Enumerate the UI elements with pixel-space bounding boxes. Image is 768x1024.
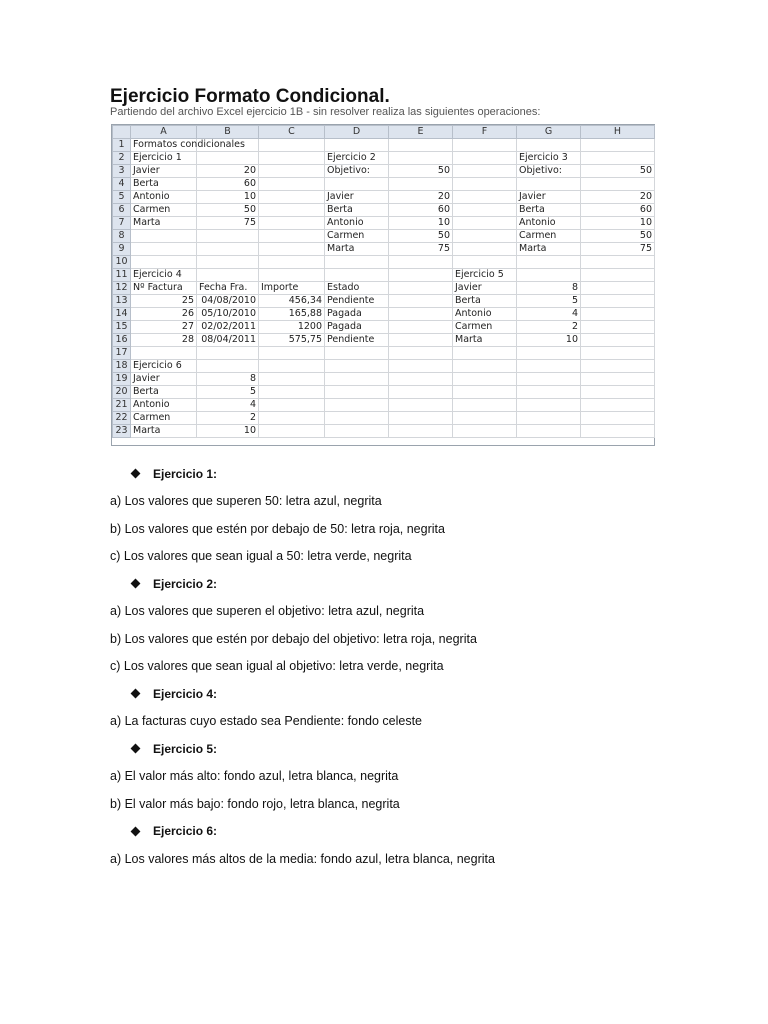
section-heading bbox=[110, 735, 710, 763]
sheet-cell bbox=[389, 256, 453, 269]
sheet-row bbox=[113, 178, 655, 191]
sheet-cell bbox=[581, 269, 655, 282]
sheet-row bbox=[113, 256, 655, 269]
sheet-row bbox=[113, 347, 655, 360]
column-header-row bbox=[113, 126, 655, 139]
sheet-cell: 10 bbox=[517, 334, 581, 347]
instruction-item: b) Los valores que estén por debajo del objetivo: letra roja, negrita bbox=[110, 631, 477, 646]
document-title: Ejercicio Formato Condicional. bbox=[110, 86, 390, 107]
row-header: 3 bbox=[113, 165, 131, 178]
sheet-cell bbox=[259, 360, 325, 373]
sheet-cell: Fecha Fra. bbox=[197, 282, 259, 295]
sheet-row bbox=[113, 191, 655, 204]
sheet-cell: Importe bbox=[259, 282, 325, 295]
sheet-cell bbox=[131, 256, 197, 269]
sheet-cell: 2 bbox=[197, 412, 259, 425]
sheet-cell bbox=[259, 217, 325, 230]
row-header: 4 bbox=[113, 178, 131, 191]
row-header: 17 bbox=[113, 347, 131, 360]
sheet-cell bbox=[453, 347, 517, 360]
sheet-row bbox=[113, 230, 655, 243]
sheet-cell bbox=[453, 373, 517, 386]
row-header: 10 bbox=[113, 256, 131, 269]
sheet-cell: 20 bbox=[581, 191, 655, 204]
sheet-cell bbox=[259, 373, 325, 386]
sheet-cell bbox=[517, 399, 581, 412]
sheet-cell: 75 bbox=[389, 243, 453, 256]
sheet-cell bbox=[197, 230, 259, 243]
sheet-cell: 8 bbox=[197, 373, 259, 386]
sheet-cell bbox=[517, 425, 581, 438]
sheet-cell: Marta bbox=[131, 425, 197, 438]
sheet-cell bbox=[389, 282, 453, 295]
sheet-cell bbox=[581, 308, 655, 321]
row-header: 6 bbox=[113, 204, 131, 217]
sheet-cell bbox=[581, 347, 655, 360]
instruction-item: c) Los valores que sean igual al objetivo: letra verde, negrita bbox=[110, 659, 444, 674]
sheet-cell bbox=[581, 399, 655, 412]
sheet-cell: 2 bbox=[517, 321, 581, 334]
sheet-cell bbox=[197, 256, 259, 269]
row-header: 9 bbox=[113, 243, 131, 256]
sheet-cell: 60 bbox=[389, 204, 453, 217]
spreadsheet-table bbox=[112, 125, 655, 438]
sheet-cell bbox=[581, 334, 655, 347]
sheet-cell bbox=[131, 243, 197, 256]
sheet-row bbox=[113, 204, 655, 217]
sheet-cell bbox=[581, 295, 655, 308]
instructions bbox=[110, 460, 710, 873]
sheet-cell: 04/08/2010 bbox=[197, 295, 259, 308]
section-heading-text: Ejercicio 4: bbox=[153, 686, 218, 701]
sheet-cell: 27 bbox=[131, 321, 197, 334]
row-header: 18 bbox=[113, 360, 131, 373]
sheet-cell bbox=[325, 373, 389, 386]
sheet-cell: Carmen bbox=[131, 412, 197, 425]
section-heading bbox=[110, 818, 710, 846]
sheet-cell bbox=[197, 152, 259, 165]
sheet-cell bbox=[325, 399, 389, 412]
sheet-cell bbox=[453, 412, 517, 425]
row-header: 5 bbox=[113, 191, 131, 204]
sheet-cell bbox=[389, 178, 453, 191]
column-header: E bbox=[389, 126, 453, 139]
row-header: 23 bbox=[113, 425, 131, 438]
sheet-cell bbox=[581, 412, 655, 425]
sheet-row bbox=[113, 386, 655, 399]
sheet-cell bbox=[325, 386, 389, 399]
sheet-cell bbox=[453, 243, 517, 256]
sheet-cell bbox=[453, 191, 517, 204]
sheet-cell: 50 bbox=[389, 165, 453, 178]
sheet-cell: 50 bbox=[581, 230, 655, 243]
sheet-cell bbox=[581, 139, 655, 152]
sheet-row bbox=[113, 308, 655, 321]
sheet-cell: Pendiente bbox=[325, 295, 389, 308]
sheet-cell: 50 bbox=[389, 230, 453, 243]
sheet-cell bbox=[389, 347, 453, 360]
sheet-cell: 05/10/2010 bbox=[197, 308, 259, 321]
sheet-cell bbox=[325, 412, 389, 425]
sheet-cell bbox=[197, 347, 259, 360]
row-header: 8 bbox=[113, 230, 131, 243]
sheet-cell: 60 bbox=[197, 178, 259, 191]
sheet-cell bbox=[197, 269, 259, 282]
sheet-cell bbox=[259, 412, 325, 425]
sheet-cell bbox=[453, 360, 517, 373]
section-heading-text: Ejercicio 5: bbox=[153, 741, 218, 756]
sheet-cell: 10 bbox=[197, 425, 259, 438]
sheet-cell: Pagada bbox=[325, 321, 389, 334]
sheet-row bbox=[113, 360, 655, 373]
sheet-cell bbox=[259, 139, 325, 152]
row-header: 16 bbox=[113, 334, 131, 347]
sheet-cell: 20 bbox=[197, 165, 259, 178]
spreadsheet-image bbox=[111, 124, 655, 446]
sheet-cell bbox=[581, 373, 655, 386]
sheet-cell bbox=[453, 139, 517, 152]
section-heading bbox=[110, 570, 710, 598]
sheet-cell: Javier bbox=[131, 373, 197, 386]
sheet-cell: Pagada bbox=[325, 308, 389, 321]
row-header: 14 bbox=[113, 308, 131, 321]
sheet-cell bbox=[325, 360, 389, 373]
sheet-cell bbox=[259, 269, 325, 282]
sheet-cell: Carmen bbox=[325, 230, 389, 243]
row-header: 19 bbox=[113, 373, 131, 386]
sheet-cell: 10 bbox=[389, 217, 453, 230]
diamond-bullet-icon bbox=[131, 579, 141, 589]
instruction-item: b) Los valores que estén por debajo de 50: letra roja, negrita bbox=[110, 521, 445, 536]
sheet-cell bbox=[581, 152, 655, 165]
sheet-cell bbox=[453, 386, 517, 399]
sheet-body bbox=[113, 139, 655, 438]
sheet-cell bbox=[389, 360, 453, 373]
sheet-row bbox=[113, 282, 655, 295]
sheet-cell bbox=[581, 386, 655, 399]
sheet-cell: Antonio bbox=[325, 217, 389, 230]
sheet-cell: Antonio bbox=[131, 399, 197, 412]
sheet-cell bbox=[389, 139, 453, 152]
sheet-row bbox=[113, 321, 655, 334]
instruction-item: a) La facturas cuyo estado sea Pendiente: fondo celeste bbox=[110, 714, 423, 729]
sheet-cell: Marta bbox=[453, 334, 517, 347]
column-header: F bbox=[453, 126, 517, 139]
sheet-cell: Ejercicio 2 bbox=[325, 152, 389, 165]
sheet-cell bbox=[517, 386, 581, 399]
section-heading-text: Ejercicio 1: bbox=[153, 466, 218, 481]
column-header: H bbox=[581, 126, 655, 139]
sheet-row bbox=[113, 412, 655, 425]
sheet-row bbox=[113, 399, 655, 412]
sheet-cell bbox=[581, 282, 655, 295]
sheet-row bbox=[113, 217, 655, 230]
sheet-cell bbox=[259, 191, 325, 204]
sheet-row bbox=[113, 295, 655, 308]
sheet-cell bbox=[517, 412, 581, 425]
row-header: 12 bbox=[113, 282, 131, 295]
sheet-cell: Ejercicio 5 bbox=[453, 269, 517, 282]
section-heading bbox=[110, 460, 710, 488]
sheet-cell bbox=[453, 178, 517, 191]
diamond-bullet-icon bbox=[131, 744, 141, 754]
sheet-cell: Objetivo: bbox=[325, 165, 389, 178]
sheet-cell: Berta bbox=[325, 204, 389, 217]
sheet-cell: Carmen bbox=[453, 321, 517, 334]
sheet-cell: 26 bbox=[131, 308, 197, 321]
sheet-cell: Pendiente bbox=[325, 334, 389, 347]
sheet-row bbox=[113, 334, 655, 347]
sheet-cell: Antonio bbox=[517, 217, 581, 230]
column-header bbox=[113, 126, 131, 139]
sheet-cell: Javier bbox=[453, 282, 517, 295]
sheet-cell bbox=[259, 165, 325, 178]
column-header: G bbox=[517, 126, 581, 139]
sheet-cell: 25 bbox=[131, 295, 197, 308]
row-header: 7 bbox=[113, 217, 131, 230]
sheet-cell bbox=[131, 347, 197, 360]
sheet-cell: 575,75 bbox=[259, 334, 325, 347]
section-heading bbox=[110, 680, 710, 708]
sheet-cell bbox=[453, 217, 517, 230]
sheet-row bbox=[113, 425, 655, 438]
sheet-cell bbox=[259, 386, 325, 399]
intro-line bbox=[110, 106, 650, 119]
sheet-cell bbox=[131, 230, 197, 243]
diamond-bullet-icon bbox=[131, 689, 141, 699]
sheet-cell bbox=[197, 243, 259, 256]
sheet-cell: 4 bbox=[197, 399, 259, 412]
sheet-cell bbox=[389, 412, 453, 425]
sheet-cell: Marta bbox=[325, 243, 389, 256]
sheet-cell: 4 bbox=[517, 308, 581, 321]
column-header: D bbox=[325, 126, 389, 139]
sheet-cell bbox=[259, 243, 325, 256]
sheet-cell bbox=[325, 425, 389, 438]
sheet-cell bbox=[389, 399, 453, 412]
sheet-cell bbox=[259, 178, 325, 191]
sheet-cell: Formatos condicionales bbox=[131, 139, 197, 152]
sheet-cell bbox=[453, 204, 517, 217]
instruction-item: c) Los valores que sean igual a 50: letra verde, negrita bbox=[110, 549, 412, 564]
column-header: A bbox=[131, 126, 197, 139]
sheet-cell: 75 bbox=[197, 217, 259, 230]
sheet-cell: Antonio bbox=[131, 191, 197, 204]
sheet-cell bbox=[259, 256, 325, 269]
sheet-cell bbox=[581, 360, 655, 373]
sheet-cell: Berta bbox=[131, 386, 197, 399]
sheet-cell bbox=[389, 321, 453, 334]
row-header: 22 bbox=[113, 412, 131, 425]
sheet-cell: 456,34 bbox=[259, 295, 325, 308]
sheet-cell: Nº Factura bbox=[131, 282, 197, 295]
sheet-cell bbox=[259, 347, 325, 360]
sheet-cell: 20 bbox=[389, 191, 453, 204]
sheet-cell: Marta bbox=[517, 243, 581, 256]
sheet-cell: Antonio bbox=[453, 308, 517, 321]
sheet-cell: 165,88 bbox=[259, 308, 325, 321]
sheet-cell bbox=[197, 360, 259, 373]
instruction-item: a) Los valores que superen el objetivo: letra azul, negrita bbox=[110, 604, 425, 619]
row-header: 1 bbox=[113, 139, 131, 152]
sheet-cell: Ejercicio 3 bbox=[517, 152, 581, 165]
sheet-cell bbox=[389, 152, 453, 165]
sheet-cell bbox=[581, 256, 655, 269]
row-header: 13 bbox=[113, 295, 131, 308]
sheet-cell bbox=[325, 269, 389, 282]
sheet-cell bbox=[325, 139, 389, 152]
sheet-cell bbox=[581, 178, 655, 191]
sheet-cell bbox=[453, 399, 517, 412]
sheet-cell: 10 bbox=[581, 217, 655, 230]
sheet-cell bbox=[389, 334, 453, 347]
sheet-cell bbox=[389, 373, 453, 386]
sheet-cell bbox=[453, 152, 517, 165]
instruction-item: a) Los valores que superen 50: letra azul, negrita bbox=[110, 494, 382, 509]
sheet-cell bbox=[389, 308, 453, 321]
sheet-cell: 5 bbox=[197, 386, 259, 399]
sheet-cell: 8 bbox=[517, 282, 581, 295]
row-header: 11 bbox=[113, 269, 131, 282]
sheet-cell: 75 bbox=[581, 243, 655, 256]
row-header: 20 bbox=[113, 386, 131, 399]
sheet-cell bbox=[517, 269, 581, 282]
section-heading-text: Ejercicio 6: bbox=[153, 824, 218, 839]
sheet-cell bbox=[581, 425, 655, 438]
instruction-item: a) Los valores más altos de la media: fondo azul, letra blanca, negrita bbox=[110, 851, 495, 866]
sheet-cell bbox=[389, 386, 453, 399]
sheet-cell bbox=[325, 178, 389, 191]
sheet-cell: 50 bbox=[197, 204, 259, 217]
sheet-row bbox=[113, 139, 655, 152]
sheet-cell bbox=[325, 347, 389, 360]
sheet-cell: Ejercicio 6 bbox=[131, 360, 197, 373]
sheet-cell bbox=[389, 295, 453, 308]
sheet-cell bbox=[389, 425, 453, 438]
diamond-bullet-icon bbox=[131, 826, 141, 836]
sheet-cell bbox=[453, 425, 517, 438]
sheet-cell: Berta bbox=[131, 178, 197, 191]
sheet-cell: Berta bbox=[453, 295, 517, 308]
sheet-cell: 08/04/2011 bbox=[197, 334, 259, 347]
sheet-row bbox=[113, 269, 655, 282]
sheet-row bbox=[113, 373, 655, 386]
sheet-cell: 5 bbox=[517, 295, 581, 308]
sheet-cell: Ejercicio 1 bbox=[131, 152, 197, 165]
sheet-row bbox=[113, 165, 655, 178]
sheet-cell bbox=[325, 256, 389, 269]
sheet-cell bbox=[259, 204, 325, 217]
section-heading-text: Ejercicio 2: bbox=[153, 576, 218, 591]
sheet-cell: Ejercicio 4 bbox=[131, 269, 197, 282]
sheet-cell bbox=[453, 256, 517, 269]
column-header: C bbox=[259, 126, 325, 139]
sheet-cell bbox=[259, 425, 325, 438]
sheet-cell bbox=[389, 269, 453, 282]
sheet-cell bbox=[581, 321, 655, 334]
sheet-cell bbox=[517, 347, 581, 360]
instruction-item: a) El valor más alto: fondo azul, letra blanca, negrita bbox=[110, 769, 399, 784]
diamond-bullet-icon bbox=[131, 469, 141, 479]
sheet-cell bbox=[453, 230, 517, 243]
sheet-cell bbox=[259, 152, 325, 165]
sheet-cell: Marta bbox=[131, 217, 197, 230]
instruction-item: b) El valor más bajo: fondo rojo, letra blanca, negrita bbox=[110, 796, 400, 811]
sheet-cell: 02/02/2011 bbox=[197, 321, 259, 334]
sheet-cell: Estado bbox=[325, 282, 389, 295]
sheet-cell: Carmen bbox=[517, 230, 581, 243]
sheet-row bbox=[113, 152, 655, 165]
sheet-cell: 60 bbox=[581, 204, 655, 217]
sheet-cell: Javier bbox=[131, 165, 197, 178]
sheet-cell bbox=[453, 165, 517, 178]
sheet-cell: Javier bbox=[517, 191, 581, 204]
sheet-cell: 10 bbox=[197, 191, 259, 204]
sheet-cell bbox=[517, 360, 581, 373]
sheet-cell bbox=[517, 373, 581, 386]
column-header: B bbox=[197, 126, 259, 139]
sheet-cell: Carmen bbox=[131, 204, 197, 217]
row-header: 2 bbox=[113, 152, 131, 165]
intro-text: Partiendo del archivo Excel ejercicio 1B - sin resolver realiza las siguientes operaciones: bbox=[110, 106, 541, 118]
row-header: 15 bbox=[113, 321, 131, 334]
sheet-cell: Javier bbox=[325, 191, 389, 204]
sheet-cell: Objetivo: bbox=[517, 165, 581, 178]
sheet-cell bbox=[517, 178, 581, 191]
sheet-cell bbox=[517, 139, 581, 152]
sheet-cell bbox=[259, 399, 325, 412]
sheet-cell: 1200 bbox=[259, 321, 325, 334]
sheet-cell bbox=[259, 230, 325, 243]
sheet-row bbox=[113, 243, 655, 256]
sheet-cell: 50 bbox=[581, 165, 655, 178]
sheet-cell: 28 bbox=[131, 334, 197, 347]
row-header: 21 bbox=[113, 399, 131, 412]
sheet-cell: Berta bbox=[517, 204, 581, 217]
sheet-cell bbox=[517, 256, 581, 269]
